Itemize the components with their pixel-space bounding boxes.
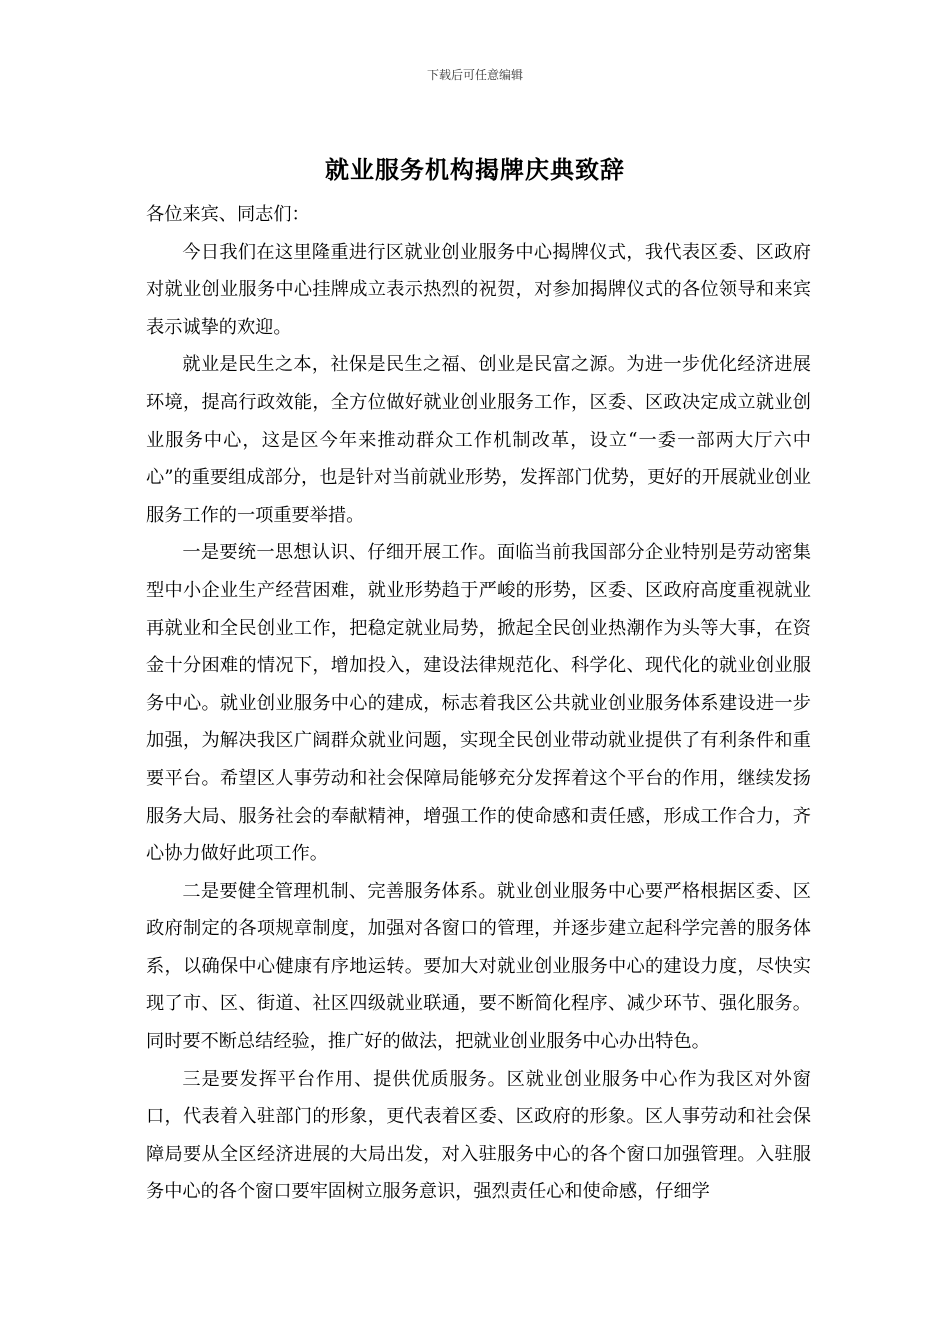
document-body <box>146 196 811 1211</box>
header-note: 下载后可任意编辑 <box>426 68 523 82</box>
paragraph-4: 二是要健全管理机制、完善服务体系。就业创业服务中心要严格根据区委、区政府制定的各项规章制度，加强对各窗口的管理，并逐步建立起科学完善的服务体系，以确保中心健康有序地运转。要加大对就业创业服务中心的建设力度，尽快实现了市、区、街道、社区四级就业联通，要不断简化程序、减少环节、强化服务。同时要不断总结经验，推广好的做法，把就业创业服务中心办出特色。 <box>146 880 811 1053</box>
paragraph-2: 就业是民生之本，社保是民生之福、创业是民富之源。为进一步优化经济进展环境，提高行政效能，全方位做好就业创业服务工作，区委、区政决定成立就业创业服务中心，这是区今年来推动群众工作机制改革，设立“一委一部两大厅六中心”的重要组成部分，也是针对当前就业形势，发挥部门优势，更好的开展就业创业服务工作的一项重要举措。 <box>146 354 811 526</box>
document-title: 就业服务机构揭牌庆典致辞 <box>325 155 625 184</box>
paragraph-5: 三是要发挥平台作用、提供优质服务。区就业创业服务中心作为我区对外窗口，代表着入驻部门的形象，更代表着区委、区政府的形象。区人事劳动和社会保障局要从全区经济进展的大局出发，对入驻服务中心的各个窗口加强管理。入驻服务中心的各个窗口要牢固树立服务意识，强烈责任心和使命感，仔细学 <box>146 1068 811 1203</box>
salutation: 各位来宾、同志们： <box>146 204 310 225</box>
paragraph-1: 今日我们在这里隆重进行区就业创业服务中心揭牌仪式，我代表区委、区政府对就业创业服务中心挂牌成立表示热烈的祝贺，对参加揭牌仪式的各位领导和来宾表示诚挚的欢迎。 <box>146 241 811 338</box>
paragraph-3: 一是要统一思想认识、仔细开展工作。面临当前我国部分企业特别是劳动密集型中小企业生产经营困难，就业形势趋于严峻的形势，区委、区政府高度重视就业再就业和全民创业工作，把稳定就业局势，掀起全民创业热潮作为头等大事，在资金十分困难的情况下，增加投入，建设法律规范化、科学化、现代化的就业创业服务中心。就业创业服务中心的建成，标志着我区公共就业创业服务体系建设进一步加强，为解决我区广阔群众就业问题，实现全民创业带动就业提供了有利条件和重要平台。希望区人事劳动和社会保障局能够充分发挥着这个平台的作用，继续发扬服务大局、服务社会的奉献精神，增强工作的使命感和责任感，形成工作合力，齐心协力做好此项工作。 <box>146 542 811 865</box>
